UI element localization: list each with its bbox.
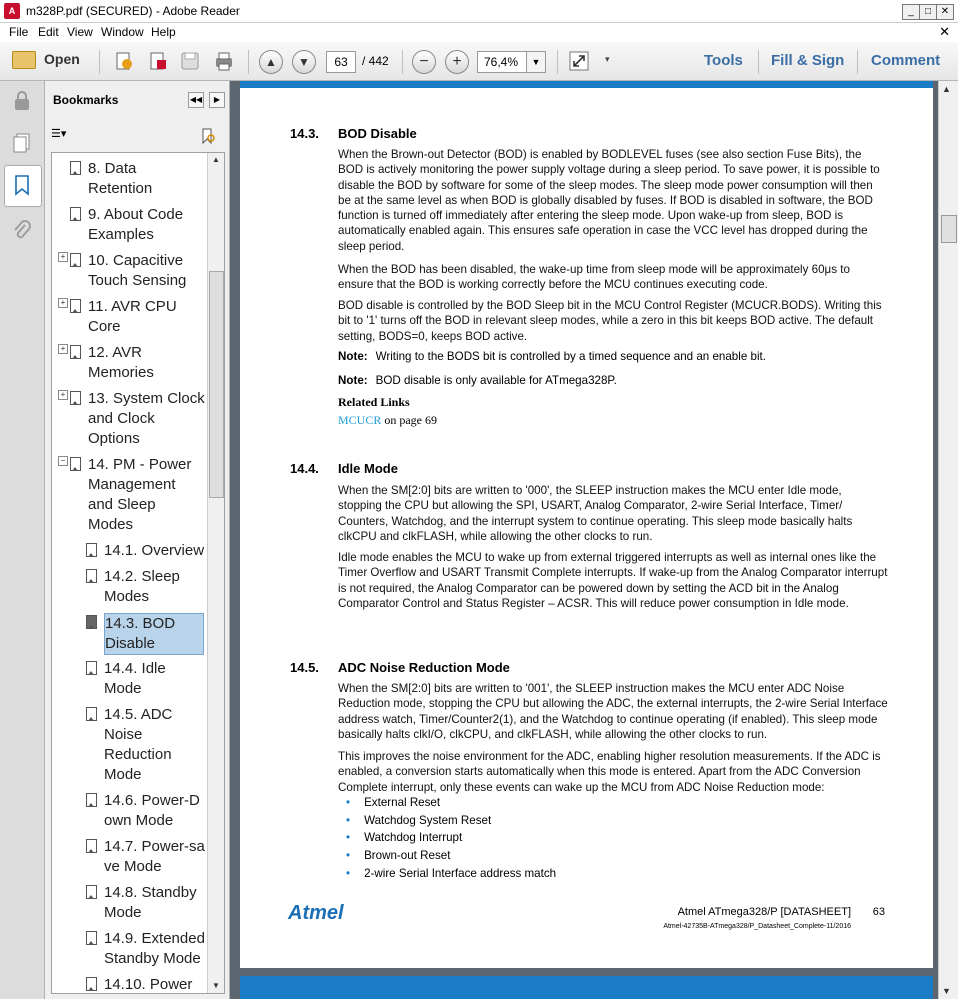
atmel-logo: Atmel <box>288 902 344 924</box>
bookmark-icon <box>70 299 81 313</box>
comment-button[interactable]: Comment <box>871 52 941 69</box>
paragraph: When the SM[2:0] bits are written to '001', the SLEEP instruction makes the MCU enter ADC Noise Reduction mode, stopping the CPU but allowing the ADC, the external interrupts, the 2-wire Serial Interface address watch, Timer/Counter2(1), and the Watchdog to continue operating (if enabled). This sleep mode basically halts clkI/O, clkCPU, and clkFLASH, while allowing the other clocks to run. <box>338 682 888 741</box>
page-thumbnails-icon[interactable] <box>10 131 34 155</box>
bookmark-icon <box>70 457 81 471</box>
paragraph: When the SM[2:0] bits are written to '000', the SLEEP instruction makes the MCU enter Idle mode, stopping the CPU but allowing the SPI, USART, Analog Comparator, 2-wire Serial Interface, Timer/ Counters, Watchdog, and the interrupt system to continue operating. This sleep mode basically halts clkCPU and clkFLASH, while allowing the other clocks to run. <box>338 484 853 543</box>
bookmark-scrollbar[interactable] <box>207 153 224 993</box>
bookmarks-header: Bookmarks <box>53 93 119 107</box>
related-links-heading: Related Links <box>338 395 410 409</box>
previous-page-button[interactable]: ▲ <box>259 50 283 74</box>
bookmark-label: 8. Data Retention <box>88 160 153 197</box>
bookmark-label: 13. System Clock and Clock Options <box>88 390 205 447</box>
bookmark-options-icon[interactable]: ☰▾ <box>51 128 67 140</box>
bookmark-icon <box>86 839 97 853</box>
print-icon[interactable] <box>213 50 235 72</box>
menu-file[interactable]: File <box>9 25 29 39</box>
note-text: BOD disable is only available for ATmega328P. <box>375 374 617 387</box>
folder-icon <box>12 51 36 69</box>
menu-view[interactable]: View <box>67 25 93 39</box>
toolbar <box>0 42 958 81</box>
bookmark-icon <box>70 391 81 405</box>
bookmarks-panel <box>45 81 230 999</box>
bullet-item: • External Reset <box>346 796 441 809</box>
section-title: ADC Noise Reduction Mode <box>338 660 510 675</box>
bookmark-label: 14.3. BOD Disable <box>104 613 204 655</box>
bullet-text: 2-wire Serial Interface address match <box>364 867 557 880</box>
fill-sign-button[interactable]: Fill & Sign <box>771 52 845 69</box>
bullet-item: • 2-wire Serial Interface address match <box>346 867 557 880</box>
bookmarks-icon[interactable] <box>10 173 34 197</box>
scroll-up-icon[interactable]: ▲ <box>942 84 951 94</box>
bookmark-label: 14.4. Idle Mode <box>104 660 166 697</box>
bookmark-icon <box>70 345 81 359</box>
window-title: m328P.pdf (SECURED) - Adobe Reader <box>26 4 240 18</box>
pdf-app-icon: A <box>4 3 20 19</box>
bookmark-icon <box>86 977 97 991</box>
note-label: Note: <box>338 374 368 387</box>
scroll-down-icon[interactable]: ▼ <box>212 981 220 990</box>
attachments-icon[interactable] <box>10 219 34 243</box>
paragraph: Idle mode enables the MCU to wake up from external triggered interrupts as well as internal ones like the Timer Overflow and USART Transmit Complete interrupts. If wake-up from the Analog Comparator interrupt is not required, the Analog Comparator can be powered down by setting the ACD bit in the Analog Comparator Control and Status Register – ACSR. This will reduce power consumption in Idle mode. <box>338 551 888 610</box>
bookmark-icon <box>70 161 81 175</box>
expand-icon[interactable]: + <box>58 344 68 354</box>
scrollbar-thumb[interactable] <box>209 271 224 498</box>
zoom-in-button[interactable]: + <box>445 50 469 74</box>
bookmark-icon <box>86 885 97 899</box>
title-bar <box>0 0 958 23</box>
bookmark-label: 14.7. Power-sa ve Mode <box>104 838 205 875</box>
open-label: Open <box>44 51 80 67</box>
paragraph: When the Brown-out Detector (BOD) is enabled by BODLEVEL fuses (see also section Fuse Bits), the BOD is actively monitoring the power supply voltage during a sleep period. To save power, it is possible to disable the BOD by software for some of the sleep modes. The sleep mode power consumption will then be at the same level as when BOD is globally disabled by fuses. If BOD is disabled in software, the BOD function is turned off immediately after entering the sleep mode. Upon wake-up from sleep, BOD is automatically enabled again. This ensures safe operation in case the VCC level has dropped during the sleep period. <box>338 148 880 253</box>
customize-toolbar-icon[interactable]: ▾ <box>605 54 610 64</box>
save-icon[interactable] <box>179 50 201 72</box>
footer-doc-title: Atmel ATmega328/P [DATASHEET] <box>677 906 851 918</box>
bookmark-icon <box>86 615 97 629</box>
note <box>338 350 766 363</box>
document-scrollbar[interactable] <box>938 81 958 999</box>
bookmark-icon <box>86 543 97 557</box>
page-total: / 442 <box>362 54 389 68</box>
menu-window[interactable]: Window <box>101 25 144 39</box>
close-document-icon[interactable]: ✕ <box>939 24 950 39</box>
bullet-text: Brown-out Reset <box>364 849 451 862</box>
bookmark-label: 14.2. Sleep Modes <box>104 568 180 605</box>
section-title: Idle Mode <box>338 461 398 476</box>
bookmark-label: 12. AVR Memories <box>88 344 154 381</box>
collapse-icon[interactable]: − <box>58 456 68 466</box>
page-top-band <box>240 81 933 88</box>
menu-edit[interactable]: Edit <box>38 25 59 39</box>
toolbar-separator <box>402 50 403 74</box>
tools-button[interactable]: Tools <box>704 52 743 69</box>
bookmark-label: 14.1. Overview <box>104 542 205 559</box>
share-pdf-icon[interactable] <box>147 50 169 72</box>
expand-icon[interactable]: + <box>58 252 68 262</box>
toolbar-separator <box>99 50 100 74</box>
scroll-down-icon[interactable]: ▼ <box>942 986 951 996</box>
bookmark-icon <box>86 707 97 721</box>
minimize-button[interactable]: _ <box>902 4 920 20</box>
bookmark-label: 14.6. Power-D own Mode <box>104 792 200 829</box>
section-number: 14.4. <box>290 461 319 476</box>
bookmark-icon <box>70 253 81 267</box>
mcucr-link[interactable]: MCUCR <box>338 413 382 427</box>
next-page-band <box>240 976 933 999</box>
bookmark-label: 14.9. Extended Standby Mode <box>104 930 205 967</box>
note-label: Note: <box>338 350 368 363</box>
expand-icon[interactable]: + <box>58 298 68 308</box>
bookmark-icon <box>86 569 97 583</box>
note <box>338 374 617 387</box>
expand-icon[interactable]: + <box>58 390 68 400</box>
zoom-out-button[interactable]: − <box>412 50 436 74</box>
bookmark-label: 14.10. Power <box>104 976 193 993</box>
bullet-text: External Reset <box>364 796 441 809</box>
section-title: BOD Disable <box>338 126 417 141</box>
bookmark-icon <box>86 793 97 807</box>
scrollbar-thumb[interactable] <box>941 215 957 243</box>
bookmark-icon <box>70 207 81 221</box>
related-link <box>338 413 437 428</box>
bookmark-icon <box>86 661 97 675</box>
navigation-rail <box>0 81 45 999</box>
bookmark-icon <box>86 931 97 945</box>
bookmark-label: 9. About Code Examples <box>88 206 184 243</box>
pdf-page <box>240 88 933 968</box>
bullet-item: • Watchdog System Reset <box>346 814 492 827</box>
bookmark-tree <box>51 152 225 994</box>
footer-doc-code: Atmel-42735B-ATmega328/P_Datasheet_Complete-11/2016 <box>663 923 851 930</box>
toolbar-separator <box>758 50 759 74</box>
note-text: Writing to the BODS bit is controlled by a timed sequence and an enable bit. <box>375 350 766 363</box>
lock-icon[interactable] <box>10 89 34 113</box>
next-page-button[interactable]: ▼ <box>292 50 316 74</box>
toolbar-separator <box>857 50 858 74</box>
bullet-text: Watchdog System Reset <box>364 814 492 827</box>
expand-panel-icon[interactable]: ▶ <box>209 92 225 108</box>
paragraph: This improves the noise environment for the ADC, enabling higher resolution measurements. If the ADC is enabled, a conversion starts automatically when this mode is entered. Apart from the ADC Conversion Complete interrupt, only these events can wake up the MCU from ADC Noise Reduction mode: <box>338 750 881 794</box>
page-number-input[interactable]: 63 <box>326 51 356 73</box>
bullet-text: Watchdog Interrupt <box>364 831 463 844</box>
bullet-item: • Watchdog Interrupt <box>346 831 463 844</box>
toolbar-separator <box>557 50 558 74</box>
maximize-button[interactable]: □ <box>919 4 937 20</box>
scroll-up-icon[interactable]: ▲ <box>212 155 220 164</box>
menu-bar <box>0 23 958 41</box>
paragraph: BOD disable is controlled by the BOD Sleep bit in the MCU Control Register (MCUCR.BODS). Writing this bit to '1' turns off the BOD in relevant sleep modes, while a zero in this bit keeps BOD active. The default setting, BODS=0, keeps BOD active. <box>338 299 882 343</box>
menu-help[interactable]: Help <box>151 25 176 39</box>
zoom-dropdown-icon[interactable]: ▼ <box>526 51 546 73</box>
related-link-suffix: on page 69 <box>381 413 438 427</box>
close-button[interactable]: ✕ <box>936 4 954 20</box>
open-button[interactable] <box>12 51 80 69</box>
collapse-panel-icon[interactable]: ◀◀ <box>188 92 204 108</box>
section-number: 14.5. <box>290 660 319 675</box>
zoom-input[interactable]: 76,4% <box>477 51 533 73</box>
footer-page-number: 63 <box>872 906 885 918</box>
bookmark-label: 11. AVR CPU Core <box>88 298 177 335</box>
find-bookmark-icon[interactable] <box>199 127 217 145</box>
fit-page-icon[interactable] <box>568 50 590 72</box>
toolbar-separator <box>248 50 249 74</box>
bullet-item: • Brown-out Reset <box>346 849 451 862</box>
section-number: 14.3. <box>290 126 319 141</box>
bookmark-label: 14.8. Standby Mode <box>104 884 197 921</box>
bookmark-label: 14. PM - Power Management and Sleep Modes <box>88 456 192 533</box>
bookmark-label: 14.5. ADC Noise Reduction Mode <box>104 706 173 783</box>
bookmark-label: 10. Capacitive Touch Sensing <box>88 252 187 289</box>
create-pdf-icon[interactable] <box>113 50 135 72</box>
paragraph: When the BOD has been disabled, the wake-up time from sleep mode will be approximately 60μs to ensure that the BOD is working correctly before the MCU continues executing code. <box>338 263 850 292</box>
